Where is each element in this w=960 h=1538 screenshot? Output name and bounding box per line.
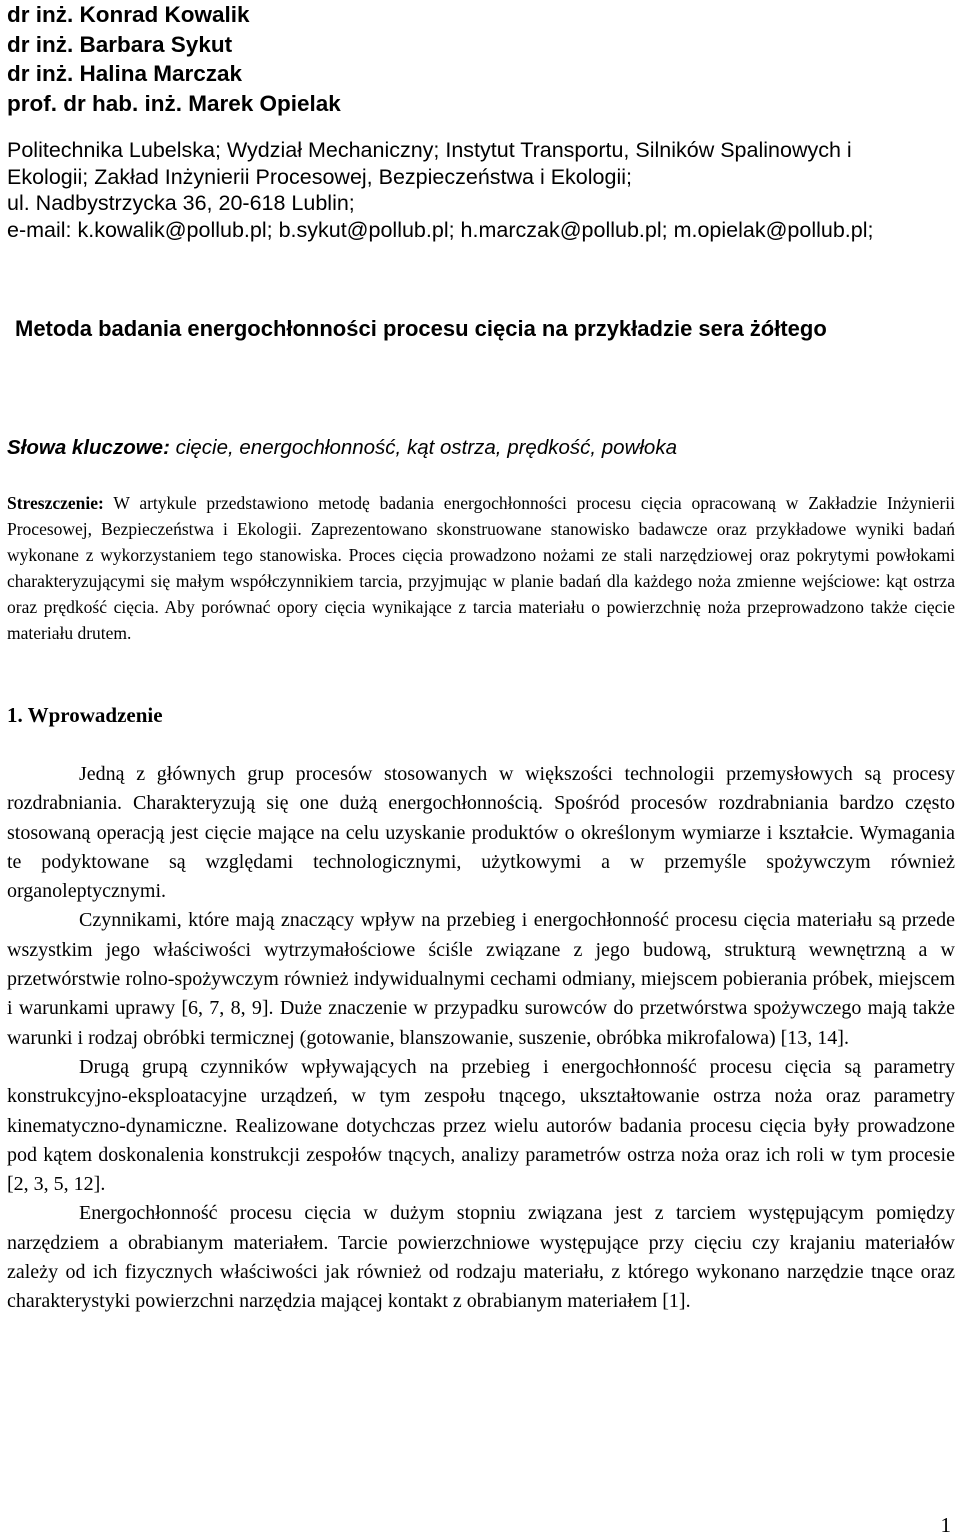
affiliation-line: Politechnika Lubelska; Wydział Mechaniczny; Instytut Transportu, Silników Spalinowych i [7,138,852,162]
author-list [7,0,341,118]
abstract [7,490,955,646]
email-line: e-mail: k.kowalik@pollub.pl; b.sykut@pollub.pl; h.marczak@pollub.pl; m.opielak@pollub.pl; [7,217,874,242]
affiliation-line: Ekologii; Zakład Inżynierii Procesowej, Bezpieczeństwa i Ekologii; [7,164,632,189]
keywords-text: cięcie, energochłonność, kąt ostrza, prędkość, powłoka [169,436,677,459]
author-name: dr inż. Barbara Sykut [7,31,233,57]
keywords-label: Słowa kluczowe: [7,436,170,459]
paragraph: Energochłonność procesu cięcia w dużym stopniu związana jest z tarciem występującym pomiędzy narzędziem a obrabianym materiałem. Tarcie powierzchniowe występujące przy cięciu czy krajaniu materiałów zależy od ich fizycznych właściwości jak również od rodzaju materiału, z którego wykonano narzędzie tnące oraz charakterystyki powierzchni narzędzia mającej kontakt z obrabianym materiałem [1]. [7,1202,955,1313]
paper-title: Metoda badania energochłonności procesu cięcia na przykładzie sera żółtego [15,316,827,341]
page-number: 1 [940,1513,951,1537]
author-name: dr inż. Halina Marczak [7,61,243,86]
abstract-label: Streszczenie: [7,493,104,513]
paragraph: Czynnikami, które mają znaczący wpływ na przebieg i energochłonność procesu cięcia materiału są przede wszystkim jego właściwości wytrzymałościowe ściśle związane z jego budową, strukturą wewnętrzną a w przetwórstwie rolno-spożywczym również indywidualnymi cechami odmiany, miejscem pobierania próbek, miejscem i warunkami uprawy [6, 7, 8, 9]. Duże znaczenie w przypadku surowców do przetwórstwa spożywczego mają także warunki i rodzaj obróbki termicznej (gotowanie, blanszowanie, suszenie, obróbka mikrofalowa) [13, 14]. [7,909,955,1049]
affiliation-block [7,137,957,243]
affiliation-line: ul. Nadbystrzycka 36, 20-618 Lublin; [7,191,355,215]
abstract-text: W artykule przedstawiono metodę badania energochłonności procesu cięcia opracowaną w Zakładzie Inżynierii Procesowej, Bezpieczeństwa i Ekologii. Zaprezentowano skonstruowane stanowisko badawcze oraz przykładowe wyniki badań wykonane z wykorzystaniem tego stanowiska. Proces cięcia prowadzono nożami ze stali narzędziowej oraz pokrytymi powłokami charakteryzującymi się małym współczynnikiem tarcia, przyjmując w planie badań dla każdego noża zmienne wejściowe: kąt ostrza oraz prędkość cięcia. Aby porównać opory cięcia wynikające z tarcia materiału o powierzchnię noża przeprowadzono także cięcie materiału drutem. [7,493,955,643]
author-name: prof. dr hab. inż. Marek Opielak [7,90,341,116]
paragraph: Drugą grupą czynników wpływających na przebieg i energochłonność procesu cięcia są parametry konstrukcyjno-eksploatacyjne urządzeń, w tym zespołu tnącego, ukształtowanie ostrza noża oraz parametry kinematyczno-dynamiczne. Realizowane dotychczas przez wielu autorów badania procesu cięcia były prowadzone pod kątem doskonalenia konstrukcji zespołów tnących, analizy parametrów ostrza noża oraz ich roli w tym procesie [2, 3, 5, 12]. [7,1055,955,1196]
author-name: dr inż. Konrad Kowalik [7,2,250,27]
section-heading: 1. Wprowadzenie [7,703,163,727]
keywords [7,436,677,460]
body-text [7,760,955,1317]
paragraph: Jedną z głównych grup procesów stosowanych w większości technologii przemysłowych są procesy rozdrabniania. Charakteryzują się one dużą energochłonnością. Spośród procesów rozdrabniania bardzo często stosowaną operacją jest cięcie mające na celu uzyskanie produktów o określonym wymiarze i kształcie. Wymagania te podyktowane są względami technologicznymi, użytkowymi a w przemyśle spożywczym również organoleptycznymi. [7,763,955,903]
